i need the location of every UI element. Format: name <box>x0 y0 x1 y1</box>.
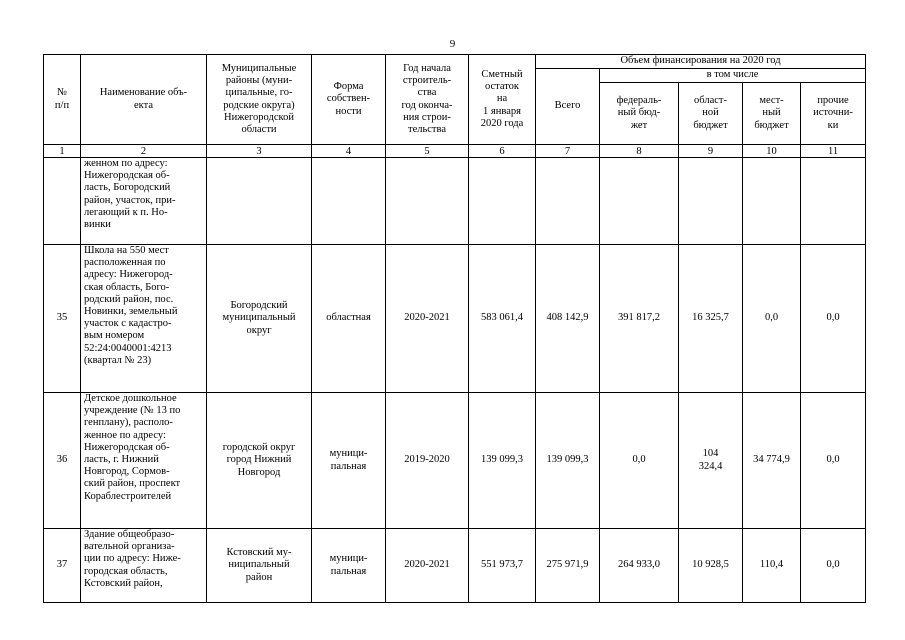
row-other: 0,0 <box>801 393 866 529</box>
column-number: 6 <box>469 145 536 158</box>
row-district: Богородский муниципальный округ <box>207 245 312 393</box>
row-ownership: муници- пальная <box>312 393 386 529</box>
column-number: 5 <box>386 145 469 158</box>
row-other: 0,0 <box>801 529 866 603</box>
row-local: 34 774,9 <box>743 393 801 529</box>
table-row <box>44 529 866 603</box>
row-years: 2020-2021 <box>386 529 469 603</box>
row-other: 0,0 <box>801 245 866 393</box>
row-local: 0,0 <box>743 245 801 393</box>
column-number: 1 <box>44 145 81 158</box>
row-balance: 139 099,3 <box>469 393 536 529</box>
row-years: 2020-2021 <box>386 245 469 393</box>
header-including: в том числе <box>600 69 866 83</box>
column-number: 7 <box>536 145 600 158</box>
page-number: 9 <box>449 38 456 50</box>
header-num: № п/п <box>44 55 81 145</box>
row-ownership: муници- пальная <box>312 529 386 603</box>
row-num <box>44 158 81 245</box>
row-total <box>536 158 600 245</box>
header-financing: Объем финансирования на 2020 год <box>536 55 866 69</box>
column-number: 3 <box>207 145 312 158</box>
row-federal: 0,0 <box>600 393 679 529</box>
row-total: 139 099,3 <box>536 393 600 529</box>
row-name: Детское дошкольное учреждение (№ 13 по генплану), располо- женное по адресу: Нижегородская об- ласть, г. Нижний Новгород, Сормов- ский район, проспект Кораблестроителей <box>81 393 207 529</box>
header-district: Муниципальные районы (муни- ципальные, го- родские округа) Нижегородской области <box>207 55 312 145</box>
row-regional: 10 928,5 <box>679 529 743 603</box>
column-number: 10 <box>743 145 801 158</box>
row-federal <box>600 158 679 245</box>
header-federal: федераль- ный бюд- жет <box>600 83 679 145</box>
row-district: Кстовский му- ниципальный район <box>207 529 312 603</box>
row-federal: 391 817,2 <box>600 245 679 393</box>
row-num: 37 <box>44 529 81 603</box>
row-num: 35 <box>44 245 81 393</box>
row-name: Здание общеобразо- вательной организа- ции по адресу: Ниже- городская область, Кстовский район, <box>81 529 207 603</box>
column-number: 4 <box>312 145 386 158</box>
header-total: Всего <box>536 69 600 145</box>
financing-table <box>43 54 866 603</box>
header-other: прочие источни- ки <box>801 83 866 145</box>
row-other <box>801 158 866 245</box>
row-balance: 551 973,7 <box>469 529 536 603</box>
row-name: женном по адресу: Нижегородская об- ласть, Богородский район, участок, при- легающий к п. Но- винки <box>81 158 207 245</box>
header-balance: Сметный остаток на 1 января 2020 года <box>469 55 536 145</box>
row-name: Школа на 550 мест расположенная по адресу: Нижегород- ская область, Бого- родский район, пос. Новинки, земельный участок с кадастро- вым номером 52:24:0040001:4213 (квартал № 23) <box>81 245 207 393</box>
row-balance <box>469 158 536 245</box>
column-number: 2 <box>81 145 207 158</box>
table-row <box>44 393 866 529</box>
row-regional: 104 324,4 <box>679 393 743 529</box>
row-ownership <box>312 158 386 245</box>
header-ownership: Форма собствен- ности <box>312 55 386 145</box>
row-regional: 16 325,7 <box>679 245 743 393</box>
header-local: мест- ный бюджет <box>743 83 801 145</box>
row-district <box>207 158 312 245</box>
header-regional: област- ной бюджет <box>679 83 743 145</box>
row-local <box>743 158 801 245</box>
row-num: 36 <box>44 393 81 529</box>
row-federal: 264 933,0 <box>600 529 679 603</box>
row-balance: 583 061,4 <box>469 245 536 393</box>
column-number: 11 <box>801 145 866 158</box>
column-number: 9 <box>679 145 743 158</box>
table-row <box>44 158 866 245</box>
column-number: 8 <box>600 145 679 158</box>
row-ownership: областная <box>312 245 386 393</box>
row-years: 2019-2020 <box>386 393 469 529</box>
header-name: Наименование объ- екта <box>81 55 207 145</box>
row-total: 408 142,9 <box>536 245 600 393</box>
row-total: 275 971,9 <box>536 529 600 603</box>
table-row <box>44 245 866 393</box>
header-years: Год начала строитель- ства год оконча- ния строи- тельства <box>386 55 469 145</box>
row-district: городской округ город Нижний Новгород <box>207 393 312 529</box>
row-local: 110,4 <box>743 529 801 603</box>
row-regional <box>679 158 743 245</box>
row-years <box>386 158 469 245</box>
